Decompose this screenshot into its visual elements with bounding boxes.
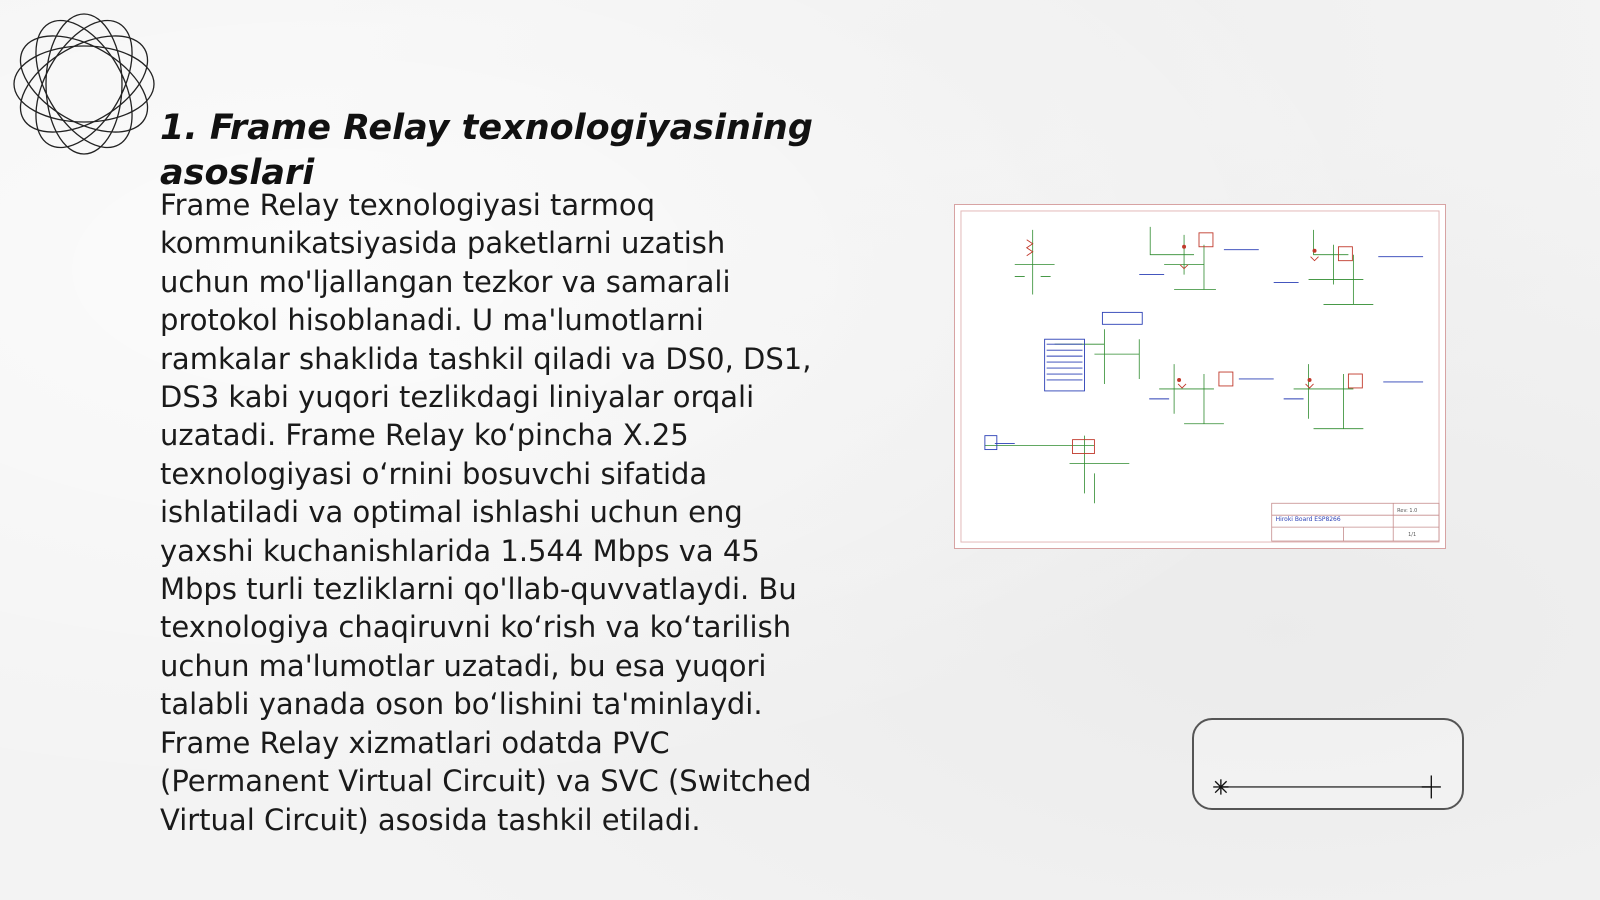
schematic-title-text: Hiroki Board ESP8266 [1275, 516, 1341, 524]
circuit-schematic-image [954, 204, 1446, 549]
spirograph-rings-icon [10, 10, 158, 158]
slide-body-text: Frame Relay texnologiyasi tarmoq kommunikatsiyasida paketlarni uzatish uchun mo'ljallangan tezkor va samarali protokol hisoblanadi. U ma'lumotlarni ramkalar shaklida tashkil qiladi va DS0, DS1, DS3 kabi yuqori tezlikdagi liniyalar orqali uzatadi. Frame Relay ko‘pincha X.25 texnologiyasi o‘rnini bosuvchi sifatida ishlatiladi va optimal ishlashi uchun eng yaxshi kuchanishlarida 1.544 Mbps va 45 Mbps turli tezliklarni qo'llab-quvvatlaydi. Bu texnologiya chaqiruvni ko‘rish va ko‘tarilish uchun ma'lumotlar uzatadi, bu esa yuqori talabli yanada oson bo‘lishini ta'minlaydi. Frame Relay xizmatlari odatda PVC (Permanent Virtual Circuit) va SVC (Switched Virtual Circuit) asosida tashkil etiladi. [160, 188, 812, 837]
schematic-rev-text: Rev: 1.0 [1397, 508, 1418, 515]
schematic-sheet-text: 1/1 [1408, 532, 1417, 539]
slide-title: 1. Frame Relay texnologiyasining asoslari [160, 108, 813, 193]
sparkle-icon [1213, 779, 1228, 794]
crosshair-icon [1422, 775, 1441, 798]
slide-decorative-line-widget [1192, 718, 1464, 810]
